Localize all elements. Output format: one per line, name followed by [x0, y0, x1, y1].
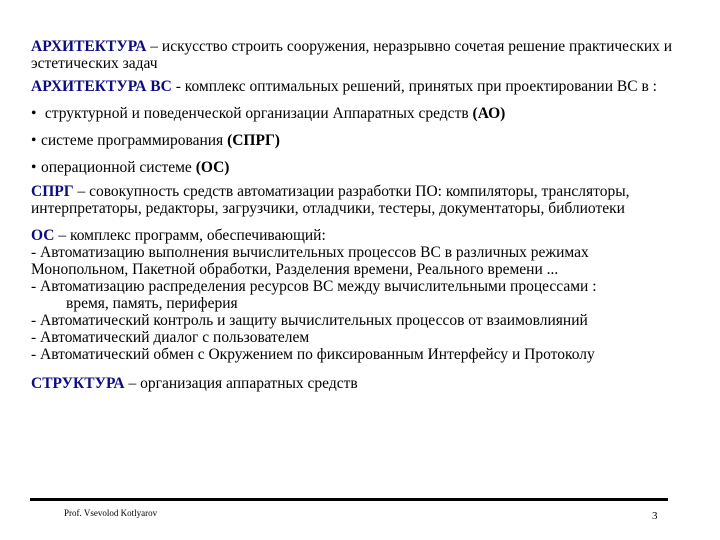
os-definition: [31, 227, 701, 363]
os-item: Монопольном, Пакетной обработки, Разделения времени, Реального времени ...: [31, 261, 559, 278]
bullet-bold: (ОС): [195, 159, 230, 176]
bullet-bold: (АО): [472, 105, 506, 122]
os-item: - Автоматический обмен с Окружением по фиксированным Интерфейсу и Протоколу: [31, 346, 595, 363]
architecture-vs-text: - комплекс оптимальных решений, принятых при проектировании ВС в :: [171, 78, 657, 95]
term-architecture: АРХИТЕКТУРА: [31, 38, 147, 55]
bullet-item: [31, 159, 701, 176]
os-item: - Автоматизацию распределения ресурсов ВС между вычислительными процессами :: [31, 278, 597, 295]
os-item: - Автоматический контроль и защиту вычислительных процессов от взаимовлияний: [31, 312, 588, 329]
os-item: - Автоматический диалог с пользователем: [31, 329, 310, 346]
architecture-text: – искусство строить сооружения, неразрывно сочетая решение практических и эстетических задач: [31, 38, 673, 72]
term-architecture-vs: АРХИТЕКТУРА ВС: [31, 78, 172, 95]
slide-body: [31, 38, 701, 398]
bullet-text: операционной системе: [41, 159, 196, 176]
structure-definition: [31, 375, 701, 392]
os-item: время, память, периферия: [66, 295, 238, 312]
bullet-text: системе программирования: [41, 132, 228, 149]
term-structure: СТРУКТУРА: [31, 375, 125, 392]
bullet-icon: •: [31, 132, 37, 149]
structure-text: – организация аппаратных средств: [124, 375, 358, 392]
bullet-item: [31, 105, 701, 122]
footer-divider: [30, 498, 668, 501]
bullet-bold: (СПРГ): [227, 132, 280, 149]
sprg-definition: [31, 183, 701, 217]
bullet-icon: •: [31, 159, 37, 176]
term-sprg: СПРГ: [31, 183, 74, 200]
bullet-item: [31, 132, 701, 149]
bullet-icon: •: [31, 105, 37, 122]
architecture-definition: [31, 38, 701, 72]
architecture-vs-definition: [31, 78, 701, 95]
page-number: 3: [652, 510, 658, 522]
sprg-text: – совокупность средств автоматизации разработки ПО: компиляторы, трансляторы, интерпретаторы, редакторы, загрузчики, отладчики, тестеры, документаторы, библиотеки: [31, 183, 630, 217]
os-item: - Автоматизацию выполнения вычислительных процессов ВС в различных режимах: [31, 244, 589, 261]
bullet-text: структурной и поведенческой организации Аппаратных средств: [41, 105, 473, 122]
os-text: – комплекс программ, обеспечивающий:: [54, 227, 326, 244]
term-os: ОС: [31, 227, 55, 244]
footer-author: Prof. Vsevolod Kotlyarov: [64, 508, 158, 518]
